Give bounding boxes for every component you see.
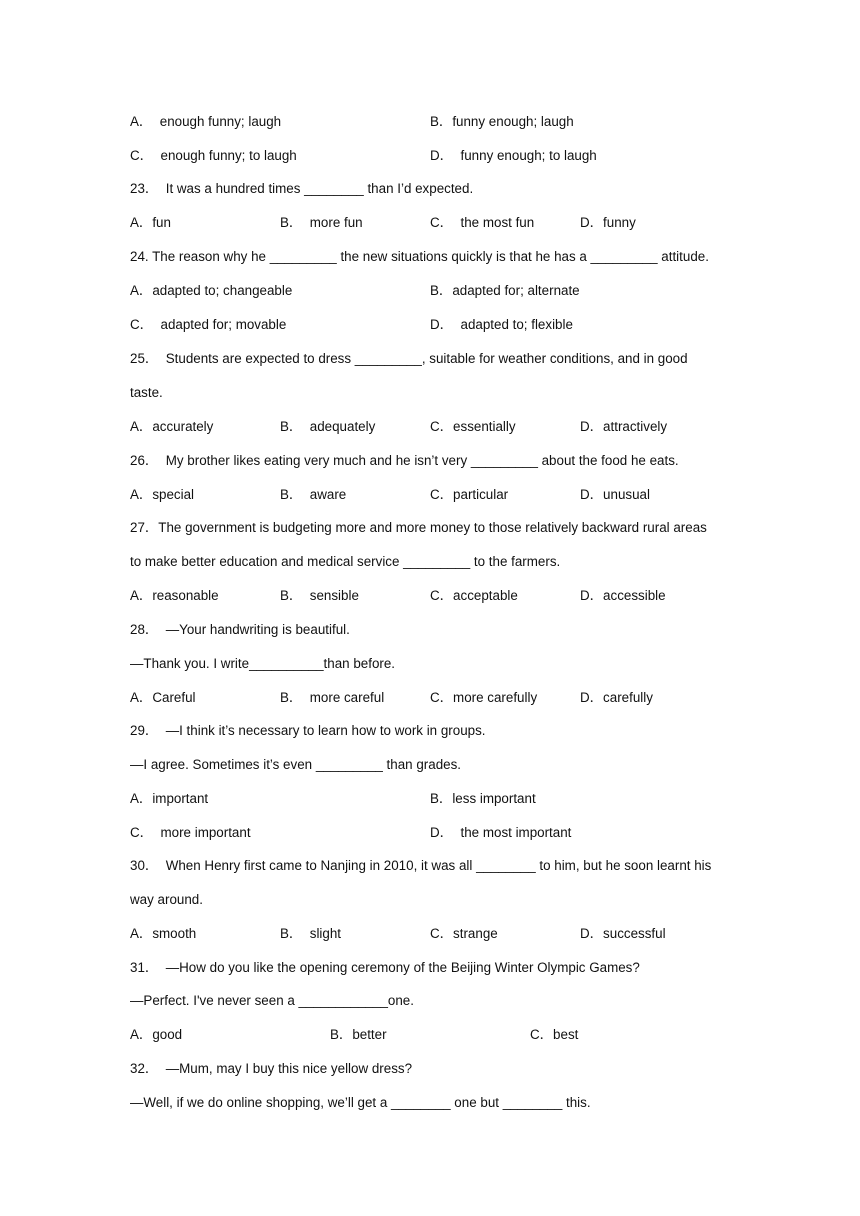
q25-option-a: A．accurately xyxy=(130,419,214,434)
q31-stem-line-2: —Perfect. I've never seen a ____________one. xyxy=(130,993,414,1008)
q23-option-b: B． more fun xyxy=(280,215,363,230)
q29-option-d: D． the most important xyxy=(430,825,572,840)
q31-option-b: B．better xyxy=(330,1027,387,1042)
q30-option-b: B． slight xyxy=(280,926,342,941)
q27-option-b: B． sensible xyxy=(280,588,359,603)
q24-options-row-1 xyxy=(130,282,750,300)
q26-options xyxy=(130,486,750,504)
q29-option-c: C． more important xyxy=(130,825,251,840)
q28-option-b: B． more careful xyxy=(280,690,385,705)
q23-option-c: C． the most fun xyxy=(430,215,535,230)
q29-stem-line-1: 29． —I think it’s necessary to learn how to work in groups. xyxy=(130,723,486,738)
q26-stem: 26． My brother likes eating very much and he isn’t very _________ about the food he eats. xyxy=(130,453,679,468)
q28-option-d: D．carefully xyxy=(580,690,653,705)
q29-option-a: A．important xyxy=(130,791,209,806)
q29-option-b: B．less important xyxy=(430,791,536,806)
q30-options xyxy=(130,925,750,943)
q30-option-a: A．smooth xyxy=(130,926,197,941)
q28-stem-line-2: —Thank you. I write__________than before. xyxy=(130,656,396,671)
q26-option-c: C．particular xyxy=(430,487,509,502)
q29-stem-line-2: —I agree. Sometimes it’s even _________ than grades. xyxy=(130,757,462,772)
q22-option-d: D． funny enough; to laugh xyxy=(430,148,597,163)
q25-stem-line-2: taste. xyxy=(130,385,163,400)
q22-option-a: A． enough funny; laugh xyxy=(130,114,282,129)
q31-option-a: A．good xyxy=(130,1027,183,1042)
q32-stem-line-2: —Well, if we do online shopping, we’ll get a ________ one but ________ this. xyxy=(130,1095,591,1110)
q24-stem: 24. The reason why he _________ the new situations quickly is that he has a _________ attitude. xyxy=(130,249,709,264)
q31-options xyxy=(130,1026,750,1044)
q25-option-c: C．essentially xyxy=(430,419,516,434)
q27-stem-line-1: 27．The government is budgeting more and more money to those relatively backward rural areas xyxy=(130,520,707,535)
q28-option-c: C．more carefully xyxy=(430,690,538,705)
q25-options xyxy=(130,418,750,436)
q24-option-a: A．adapted to; changeable xyxy=(130,283,293,298)
q24-option-b: B．adapted for; alternate xyxy=(430,283,580,298)
q23-option-d: D．funny xyxy=(580,215,636,230)
q23-stem: 23． It was a hundred times ________ than I’d expected. xyxy=(130,181,474,196)
q22-option-b: B．funny enough; laugh xyxy=(430,114,574,129)
q23-option-a: A．fun xyxy=(130,215,171,230)
q26-option-d: D．unusual xyxy=(580,487,650,502)
q29-options-row-1 xyxy=(130,790,750,808)
q30-stem-line-1: 30． When Henry first came to Nanjing in 2010, it was all ________ to him, but he soon learnt his xyxy=(130,858,712,873)
q28-options xyxy=(130,689,750,707)
q28-option-a: A．Careful xyxy=(130,690,196,705)
q28-stem-line-1: 28． —Your handwriting is beautiful. xyxy=(130,622,350,637)
q25-option-d: D．attractively xyxy=(580,419,668,434)
q27-option-a: A．reasonable xyxy=(130,588,219,603)
q26-option-a: A．special xyxy=(130,487,195,502)
q24-options-row-2 xyxy=(130,316,750,334)
q27-option-d: D．accessible xyxy=(580,588,666,603)
q27-stem-line-2: to make better education and medical service _________ to the farmers. xyxy=(130,554,561,569)
q32-stem-line-1: 32． —Mum, may I buy this nice yellow dress? xyxy=(130,1061,413,1076)
q31-option-c: C．best xyxy=(530,1027,579,1042)
q24-option-d: D． adapted to; flexible xyxy=(430,317,573,332)
q27-option-c: C．acceptable xyxy=(430,588,518,603)
q31-stem-line-1: 31． —How do you like the opening ceremony of the Beijing Winter Olympic Games? xyxy=(130,960,640,975)
q22-option-c: C． enough funny; to laugh xyxy=(130,148,297,163)
q26-option-b: B． aware xyxy=(280,487,347,502)
q27-options xyxy=(130,587,750,605)
q30-stem-line-2: way around. xyxy=(130,892,203,907)
q25-stem-line-1: 25． Students are expected to dress _________, suitable for weather conditions, and in good xyxy=(130,351,688,366)
q22-options-row-2 xyxy=(130,147,750,165)
q24-option-c: C． adapted for; movable xyxy=(130,317,287,332)
q29-options-row-2 xyxy=(130,824,750,842)
q25-option-b: B． adequately xyxy=(280,419,376,434)
q23-options xyxy=(130,214,750,232)
q22-options-row-1 xyxy=(130,113,750,131)
q30-option-c: C．strange xyxy=(430,926,498,941)
q30-option-d: D．successful xyxy=(580,926,666,941)
